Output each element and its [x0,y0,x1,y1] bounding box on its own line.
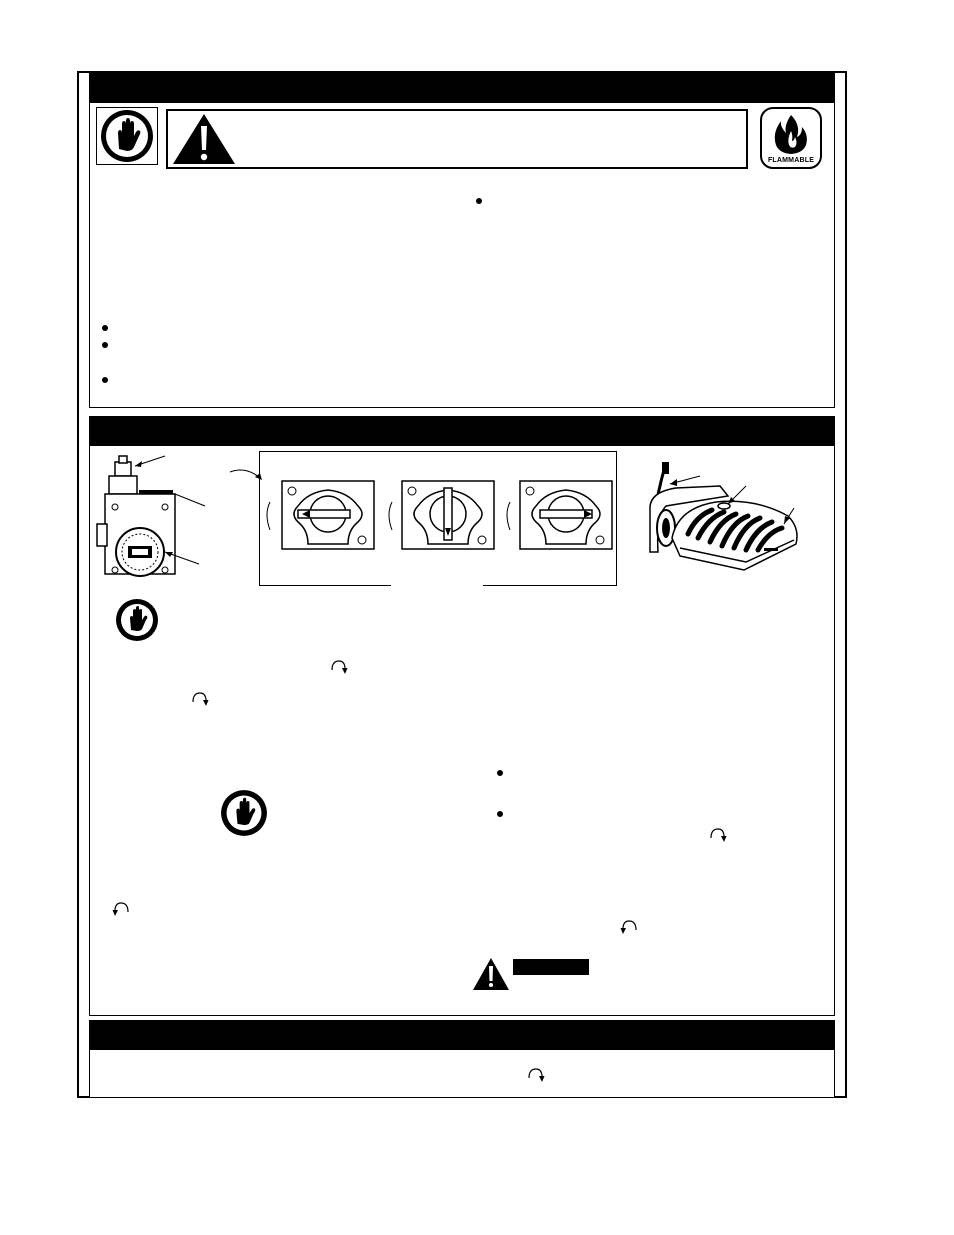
stop-hand-icon [115,598,159,642]
caution-label [513,959,589,975]
leader-arrow [228,462,264,484]
bullet [497,770,503,776]
bullet [497,811,503,817]
gas-knob-pilot [384,478,498,558]
warning-title-box [166,109,748,169]
clockwise-arrow-icon [709,826,727,844]
bullet [102,325,108,331]
stop-hand-icon [96,107,158,165]
clockwise-arrow-icon [330,658,348,676]
gas-knob-on [502,478,616,558]
clockwise-arrow-icon [191,690,209,708]
bullet [102,377,108,383]
counterclockwise-arrow-icon [112,900,130,918]
counterclockwise-arrow-icon [620,918,638,936]
warning-triangle-icon [171,112,237,166]
flammable-label: FLAMMABLE [767,157,815,164]
section-header-shutdown [89,1020,835,1049]
section-header-operating [89,416,835,445]
clockwise-arrow-icon [527,1066,545,1084]
bullet [102,342,108,348]
gas-control-valve-illustration [95,452,215,584]
section-header-safety [89,73,835,102]
knob-caption-gap [391,576,483,594]
bullet [476,198,482,204]
stop-hand-icon [220,789,268,837]
burner-pilot-illustration [636,456,806,582]
warning-triangle-icon [472,957,510,991]
section-panel-shutdown [89,1049,835,1097]
gas-knob-off [262,478,376,558]
